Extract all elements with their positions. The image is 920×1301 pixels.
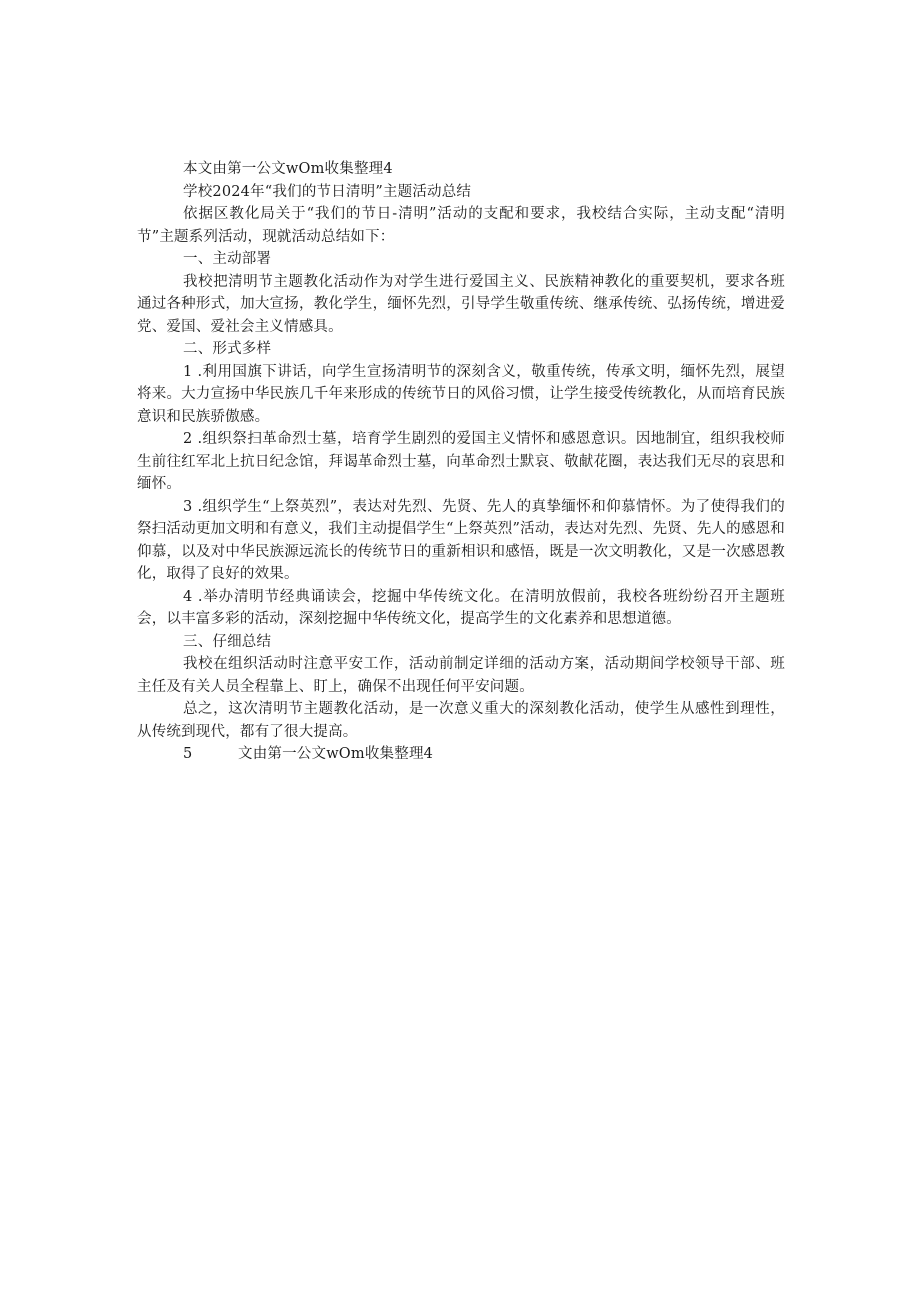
section-2-item-1: 1 .利用国旗下讲话，向学生宣扬清明节的深刻含义，敬重传统，传承文明，缅怀先烈，展望将来。大力宣扬中华民族几千年来形成的传统节日的风俗习惯，让学生接受传统教化，从而培育民族意识和民族骄傲感。 bbox=[137, 363, 785, 425]
footer-note bbox=[137, 743, 785, 766]
section-heading-1: 一、主动部署 bbox=[183, 251, 272, 267]
section-1-paragraph: 我校把清明节主题教化活动作为对学生进行爱国主义、民族精神教化的重要契机，要求各班通过各种形式，加大宣扬，教化学生，缅怀先烈，引导学生敬重传统、继承传统、弘扬传统，增进爱党、爱国、爱社会主义情感具。 bbox=[137, 273, 785, 335]
document-body bbox=[137, 158, 785, 766]
footer-text: 文由第一公文wOm收集整理4 bbox=[238, 746, 434, 762]
section-2-item-3: 3 .组织学生“上祭英烈”，表达对先烈、先贤、先人的真挚缅怀和仰慕情怀。为了使得我们的祭扫活动更加文明和有意义，我们主动提倡学生“上祭英烈”活动，表达对先烈、先贤、先人的感恩和仰慕，以及对中华民族源远流长的传统节日的重新相识和感悟，既是一次文明教化，又是一次感恩教化，取得了良好的效果。 bbox=[137, 498, 785, 582]
document-title: 学校2024年“我们的节日清明”主题活动总结 bbox=[183, 183, 472, 200]
section-heading-2: 二、形式多样 bbox=[183, 341, 272, 357]
section-3-paragraph: 我校在组织活动时注意平安工作，活动前制定详细的活动方案，活动期间学校领导干部、班主任及有关人员全程靠上、盯上，确保不出现任何平安问题。 bbox=[137, 656, 785, 695]
section-2-item-2: 2 .组织祭扫革命烈士墓，培育学生剧烈的爱国主义情怀和感恩意识。因地制宜，组织我校师生前往红军北上抗日纪念馆，拜谒革命烈士墓，向革命烈士默哀、敬献花圈，表达我们无尽的哀思和缅怀。 bbox=[137, 431, 785, 492]
intro-paragraph: 依据区教化局关于“我们的节日-清明”活动的支配和要求，我校结合实际，主动支配“清明节”主题系列活动，现就活动总结如下： bbox=[137, 206, 785, 245]
header-note: 本文由第一公文wOm收集整理4 bbox=[183, 161, 393, 177]
footer-number: 5 bbox=[183, 746, 193, 762]
section-heading-3: 三、仔细总结 bbox=[183, 633, 272, 650]
conclusion-paragraph: 总之，这次清明节主题教化活动，是一次意义重大的深刻教化活动，使学生从感性到理性，从传统到现代，都有了很大提高。 bbox=[137, 701, 785, 740]
section-2-item-4: 4 .举办清明节经典诵读会，挖掘中华传统文化。在清明放假前，我校各班纷纷召开主题班会，以丰富多彩的活动，深刻挖掘中华传统文化，提高学生的文化素养和思想道德。 bbox=[137, 588, 785, 627]
